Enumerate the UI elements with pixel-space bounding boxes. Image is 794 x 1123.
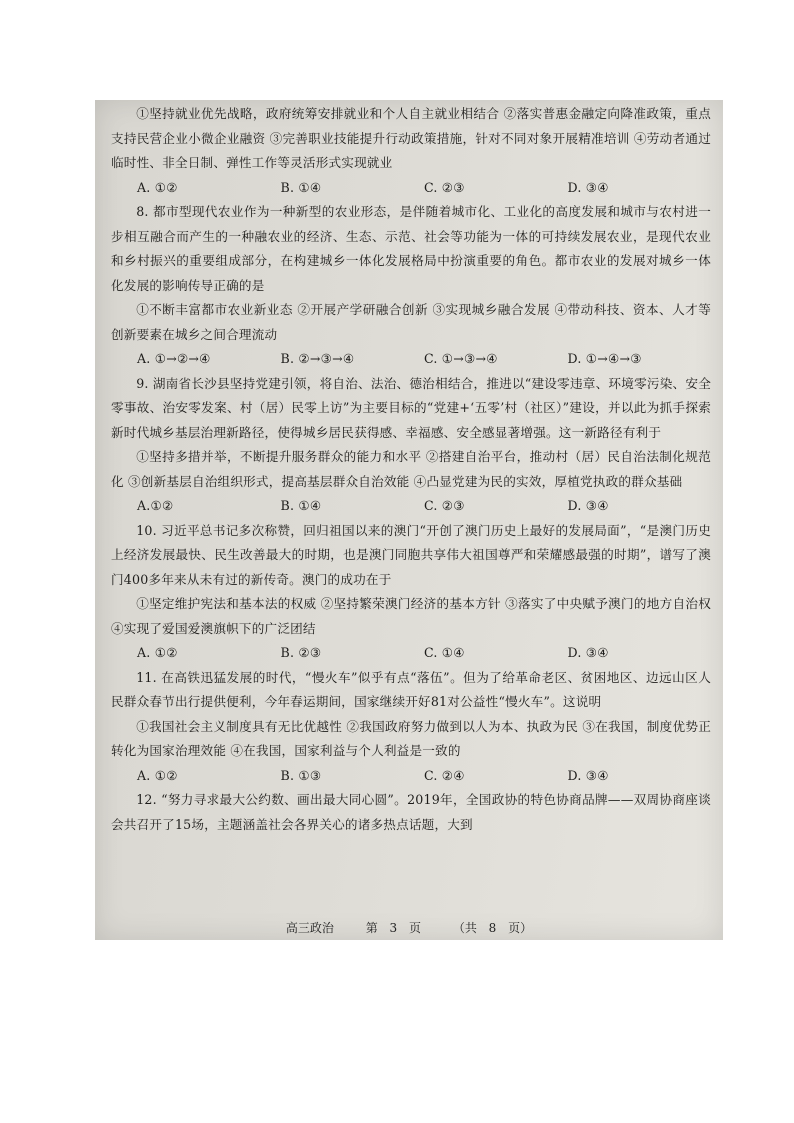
q9-option-b: B. ①④ (280, 498, 322, 513)
q8-option-b: B. ②→③→④ (280, 351, 355, 366)
q7-options (111, 176, 711, 201)
q7-statements: ①坚持就业优先战略，政府统筹安排就业和个人自主就业相结合 ②落实普惠金融定向降准政策，重点支持民营企业小微企业融资 ③完善职业技能提升行动政策措施，针对不同对象开展精准培训 ④劳动者通过临时性、非全日制、弹性工作等灵活形式实现就业 (111, 106, 711, 170)
q9-options (111, 494, 711, 519)
q11-option-b: B. ①③ (280, 767, 322, 783)
q10-option-b: B. ②③ (280, 645, 322, 660)
q10-stem: 10. 习近平总书记多次称赞，回归祖国以来的澳门“开创了澳门历史上最好的发展局面”，“是澳门历史上经济发展最快、民生改善最大的时期，也是澳门同胞共享伟大祖国尊严和荣耀感最强的时期”，谱写了澳门400多年来从未有过的新传奇。澳门的成功在于 (111, 522, 711, 587)
q7-option-c: C. ②③ (424, 179, 465, 195)
q8-option-c: C. ①→③→④ (424, 351, 498, 366)
q9-statements: ①坚持多措并举，不断提升服务群众的能力和水平 ②搭建自治平台，推动村（居）民自治法制化规范化 ③创新基层自治组织形式，提高基层群众自治效能 ④凸显党建为民的实效，厚植党执政的群众基础 (111, 449, 711, 489)
q8-options (111, 347, 711, 372)
q9-option-c: C. ②③ (424, 498, 465, 513)
q9-option-d: D. ③④ (567, 498, 609, 513)
q10-option-c: C. ①④ (424, 645, 465, 660)
q10-option-a: A. ①② (137, 645, 178, 660)
q11-option-a: A. ①② (137, 767, 178, 783)
q10-options (111, 641, 711, 666)
q9-option-a: A.①② (137, 498, 174, 513)
q8-stem: 8. 都市型现代农业作为一种新型的农业形态，是伴随着城市化、工业化的高度发展和城市与农村进一步相互融合而产生的一种融农业的经济、生态、示范、社会等功能为一体的可持续发展农业，是现代农业和乡村振兴的重要组成部分，在构建城乡一体化发展格局中扮演重要的角色。都市农业的发展对城乡一体化发展的影响传导正确的是 (111, 204, 711, 293)
q8-option-d: D. ①→④→③ (567, 351, 642, 366)
q11-options (111, 764, 711, 789)
footer-page-number: 第 3 页 (365, 921, 421, 935)
q11-stem: 11. 在高铁迅猛发展的时代，“慢火车”似乎有点“落伍”。但为了给革命老区、贫困地区、边远山区人民群众春节出行提供便利，今年春运期间，国家继续开好81对公益性“慢火车”。这说明 (111, 669, 711, 709)
q11-statements: ①我国社会主义制度具有无比优越性 ②我国政府努力做到以人为本、执政为民 ③在我国，制度优势正转化为国家治理效能 ④在我国，国家利益与个人利益是一致的 (111, 718, 711, 758)
q7-option-b: B. ①④ (280, 179, 322, 195)
page-footer (95, 919, 723, 936)
q11-option-c: C. ②④ (424, 767, 465, 783)
exam-page (111, 102, 711, 837)
q10-statements: ①坚定维护宪法和基本法的权威 ②坚持繁荣澳门经济的基本方针 ③落实了中央赋予澳门的地方自治权 ④实现了爱国爱澳旗帜下的广泛团结 (111, 596, 711, 636)
q10-option-d: D. ③④ (567, 645, 609, 660)
q7-option-a: A. ①② (137, 179, 178, 195)
q9-stem: 9. 湖南省长沙县坚持党建引领，将自治、法治、德治相结合，推进以“建设零违章、环境零污染、安全零事故、治安零发案、村（居）民零上访”为主要目标的“党建+‘五零’村（社区）”建设，并以此为抓手探索新时代城乡基层治理新路径，使得城乡居民获得感、幸福感、安全感显著增强。这一新路径有利于 (111, 375, 711, 440)
q8-statements: ①不断丰富都市农业新业态 ②开展产学研融合创新 ③实现城乡融合发展 ④带动科技、资本、人才等创新要素在城乡之间合理流动 (111, 302, 711, 342)
footer-subject: 高三政治 (285, 921, 334, 935)
q11-option-d: D. ③④ (567, 767, 609, 783)
q8-option-a: A. ①→②→④ (137, 351, 211, 366)
q12-stem: 12. “努力寻求最大公约数、画出最大同心圆”。2019年，全国政协的特色协商品牌——双周协商座谈会共召开了15场，主题涵盖社会各界关心的诸多热点话题，大到 (111, 792, 711, 832)
footer-page-total: （共 8 页） (452, 921, 533, 935)
document-photo (95, 100, 723, 940)
q7-option-d: D. ③④ (567, 179, 609, 195)
